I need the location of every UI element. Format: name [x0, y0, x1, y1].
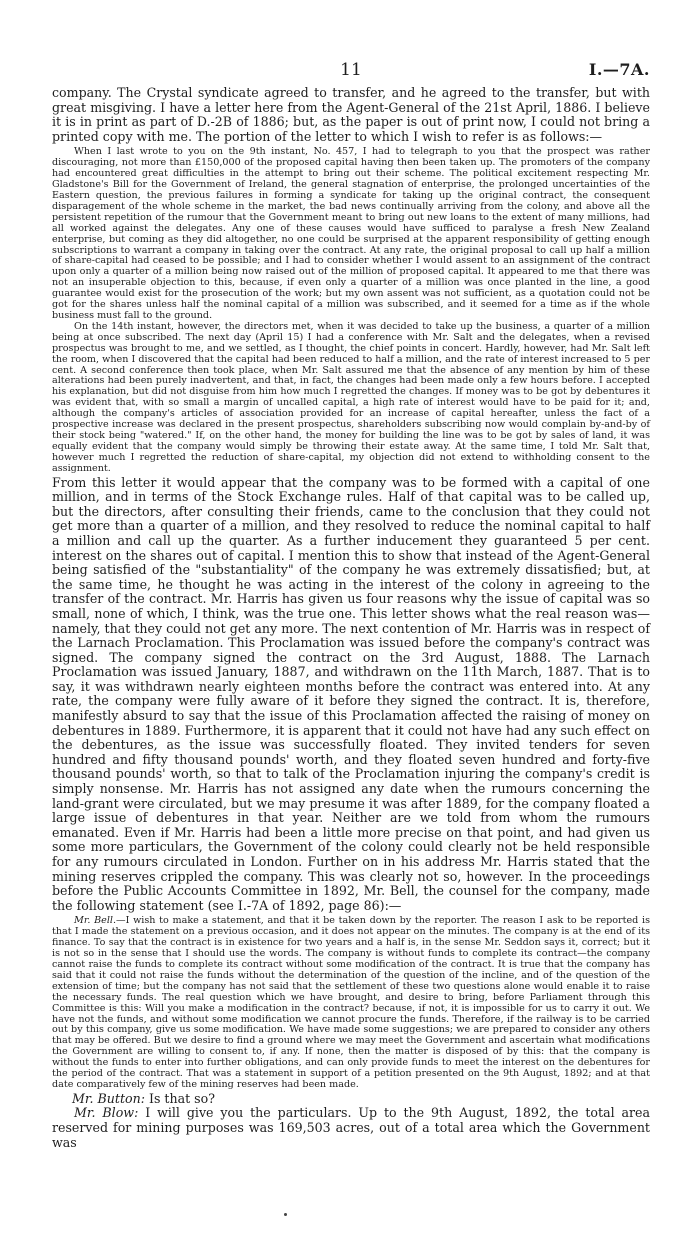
page-number: 11	[340, 60, 362, 80]
blow-speaker: Mr. Blow:	[74, 1105, 139, 1121]
bell-statement-text: —I wish to make a statement, and that it be taken down by the reporter. The reason I ask to be reported is that I made the statement on a previous occasion, and it does not appear on the minutes. The company is at the end of its finance. To say that the contract is in existence for two years and a half is, in the sense Mr. Seddon says it, correct; but it is not so in the sense that I should use the words. The company is without funds to complete its contract—the company cannot raise the funds to complete its contract without some modification of the contract. It is true that the company has said that it could not raise the funds without the determination of the question of the incline, and of the question of the extension of time; but the company has not said that the settlement of these two questions alone would enable it to raise the necessary funds. The real question which we have brought, and desire to bring, before Parliament through this Committee is this: Will you make a modification in the contract? because, if not, it is impossible for us to carry it out. We have not the funds, and without some modification we cannot procure the funds. Therefore, if the railway is to be carried out by this company, give us some modification. We have made some suggestions; we are prepared to consider any others that may be offered. But we desire to find a ground where we may meet the Government and ascertain what modifications the Government are willing to consent to, if any. If none, then the matter is disposed of by this: that the company is without the funds to enter into further obligations, and can only provide funds to meet the interest on the debentures for the period of the contract. That was a statement in support of a petition presented on the 9th August, 1892; and at that date comparatively few of the mining reserves had been made.	[52, 915, 650, 1090]
letter-extract-paragraph-2: On the 14th instant, however, the directors met, when it was decided to take up the business, a quarter of a million being at once subscribed. The next day (April 15) I had a conference with Mr. Salt and the delegates, when a revised prospectus was brought to me, and we settled, as I thought, the chief points in concert. Hardly, however, had Mr. Salt left the room, when I discovered that the capital had been reduced to half a million, and the rate of interest increased to 5 per cent. A second conference then took place, when Mr. Salt assured me that the absence of any mention by him of these alterations had been purely inadvertent, and that, in fact, the changes had been made only a few hours before. I accepted his explanation, but did not disguise from him how much I regretted the changes. If money was to be got by debentures it was evident that, with so small a margin of uncalled capital, a high rate of interest would have to be paid for it; and, although the company's articles of association provided for an increase of capital hereafter, unless the fact of a prospective increase was declared in the present prospectus, shareholders subscribing now would complain by-and-by of their stock being "watered." If, on the other hand, the money for building the line was to be got by sales of land, it was equally evident that the company would simply be throwing their estate away. At the same time, I told Mr. Salt that, however much I regretted the reduction of share-capital, my objection did not extend to withholding consent to the assignment.	[52, 320, 650, 474]
exchange-blow-answer	[52, 1106, 650, 1150]
printer-mark	[284, 1213, 287, 1216]
opening-paragraph: company. The Crystal syndicate agreed to transfer, and he agreed to the transfer, but with great misgiving. I have a letter here from the Agent-General of the 21st April, 1886. I believe it is in print as part of D.-2B of 1886; but, as the paper is out of print now, I could not bring a printed copy with me. The portion of the letter to which I wish to refer is as follows:—	[52, 85, 650, 144]
page-header	[52, 60, 650, 82]
document-reference: I.—7A.	[588, 60, 650, 79]
letter-extract-paragraph-1: When I last wrote to you on the 9th instant, No. 457, I had to telegraph to you that the prospect was rather discouraging, not more than £150,000 of the proposed capital having then been taken up. The promoters of the company had encountered great difficulties in the attempt to bring out their scheme. The political excitement respecting Mr. Gladstone's Bill for the Government of Ireland, the general stagnation of enterprise, the prolonged uncertainties of the Eastern question, the previous failures in forming a syndicate for taking up the original contract, the consequent disparagement of the whole scheme in the market, the bad news continually arriving from the colony, and above all the persistent repetition of the rumour that the Government meant to bring out new loans to the extent of many millions, had all worked against the delegates. Any one of these causes would have sufficed to paralyse a fresh New Zealand enterprise, but coming as they did altogether, no one could be surprised at the apparent responsibility of getting enough subscriptions to warrant a company in taking over the contract. At any rate, the original proposal to call up half a million of share-capital had ceased to be possible; and I had to consider whether I would assent to an assignment of the contract upon only a quarter of a million being now raised out of the million of proposed capital. It appeared to me that there was not an insuperable objection to this, because, if even only a quarter of a million was once planted in the line, a good guarantee would exist for the prosecution of the work; but my own assent was not sufficient, as a quotation could not be got for the shares unless half the nominal capital of a million was subscribed, and it seemed for a time as if the whole business must fall to the ground.	[52, 146, 650, 321]
main-paragraph: From this letter it would appear that the company was to be formed with a capital of one million, and in terms of the Stock Exchange rules. Half of that capital was to be called up, but the directors, after consulting their friends, came to the conclusion that they could not get more than a quarter of a million, and they resolved to reduce the nominal capital to half a million and call up the quarter. As a further inducement they guaranteed 5 per cent. interest on the shares out of capital. I mention this to show that instead of the Agent-General being satisfied of the "substantiality" of the company he was extremely dissatisfied; but, at the same time, he thought he was acting in the interest of the colony in agreeing to the transfer of the contract. Mr. Harris has given us four reasons why the issue of capital was so small, none of which, I think, was the true one. This letter shows what the real reason was—namely, that they could not get any more. The next contention of Mr. Harris was in respect of the Larnach Proclamation. This Proclamation was issued before the company's contract was signed. The company signed the contract on the 3rd August, 1888. The Larnach Proclamation was issued January, 1887, and withdrawn on the 11th March, 1887. That is to say, it was withdrawn nearly eighteen months before the contract was entered into. At any rate, the company were fully aware of it before they signed the contract. It is, therefore, manifestly absurd to say that the issue of this Proclamation affected the raising of money on debentures in 1889. Furthermore, it is apparent that it could not have had any such effect on the debentures, as the issue was successfully floated. They invited tenders for seven hundred and fifty thousand pounds' worth, and they floated seven hundred and forty-five thousand pounds' worth, so that to talk of the Proclamation injuring the company's credit is simply nonsense. Mr. Harris has not assigned any date when the rumours concerning the land-grant were circulated, but we may presume it was after 1889, for the company floated a large issue of debentures in that year. Neither are we told from whom the rumours emanated. Even if Mr. Harris had been a little more precise on that point, and had given us some more particulars, the Government of the colony could clearly not be held responsible for any rumours circulated in London. Further on in his address Mr. Harris stated that the mining reserves crippled the company. This was clearly not so, however. In the proceedings before the Public Accounts Committee in 1892, Mr. Bell, the counsel for the company, made the following statement (see I.-7A of 1892, page 86):—	[52, 474, 650, 913]
button-question-text: Is that so?	[144, 1090, 215, 1106]
exchange-button-question	[72, 1092, 650, 1107]
blow-answer-text: I will give you the particulars. Up to the 9th August, 1892, the total area reserved for mining purposes was 169,503 acres, out of a total area which the Government was	[52, 1105, 650, 1150]
button-speaker: Mr. Button:	[72, 1090, 145, 1106]
bell-statement	[52, 916, 650, 1091]
bell-speaker: Mr. Bell.	[74, 915, 117, 927]
